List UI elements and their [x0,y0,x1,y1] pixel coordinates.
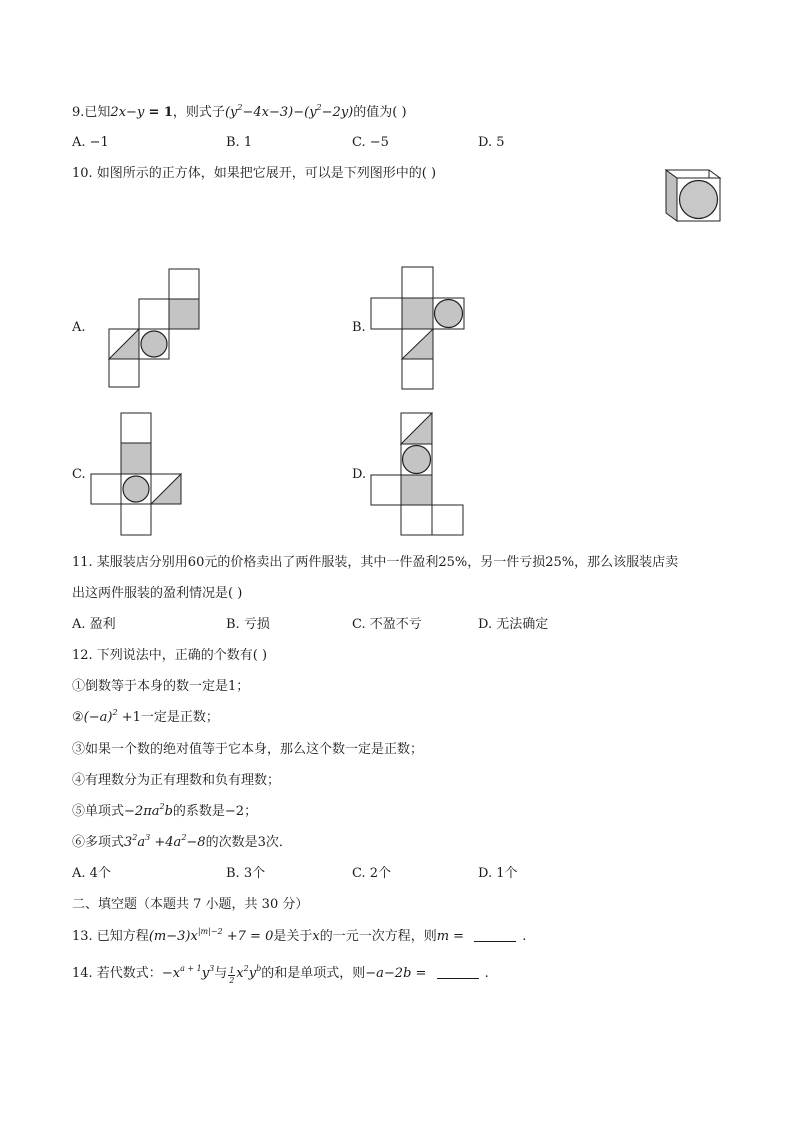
q12-s5-text-b: 的系数是−2； [172,804,258,819]
q9-option-c: C. −5 [352,135,389,150]
q12-statement-6 [72,833,292,853]
q9-option-d: D. 5 [478,135,505,150]
q11-option-b: B. 亏损 [226,617,270,632]
q13-answer-prefix: m = [436,929,469,944]
q13-text-c: 的一元一次方程，则 [319,929,437,944]
net-d-figure [370,412,466,536]
cube-figure [664,168,722,224]
net-c-figure [90,412,182,536]
q12-s2-expression: $(-a)^2$ [83,708,118,725]
q10-stem: 10. 如图所示的正方体，如果把它展开，可以是下列图形中的( ) [72,166,437,181]
q14-answer-prefix: −a−2b = [365,966,431,981]
net-c-label: C. [72,467,86,482]
net-a-label: A. [72,320,86,335]
q12-stem: 12. 下列说法中，正确的个数有( ) [72,648,268,663]
q9-expression: $(y^2-4x-3)-(y^2-2y)$ [224,103,354,120]
net-b-label: B. [352,320,366,335]
net-b-shaded-square [402,298,433,329]
net-b-figure [370,266,466,390]
q12-statement-4: ④有理数分为正有理数和负有理数； [72,773,281,788]
net-b-circle [435,300,463,328]
q13-text-a: 13. 已知方程 [72,929,149,944]
q14-end: . [484,966,489,981]
q13-end: . [522,929,527,944]
q12-s5-expression: $-2\pi a^2b$ [124,802,173,819]
q13-stem [72,927,526,947]
q9-condition: 2x−y = 1 [110,105,173,120]
q14-stem [72,964,489,985]
q9-stem [72,103,407,123]
q9-option-b: B. 1 [226,135,253,150]
q12-s6-text-b: 的次数是3次． [205,835,292,850]
section-2-heading: 二、填空题（本题共 7 小题，共 30 分） [72,897,309,912]
q13-text-b: 是关于 [273,929,313,944]
net-a-circle [141,331,167,357]
q12-option-c: C. 2个 [352,866,392,881]
q12-statement-3: ③如果一个数的绝对值等于它本身，那么这个数一定是正数； [72,742,424,757]
q12-statement-1: ①倒数等于本身的数一定是1； [72,679,250,694]
net-d-shaded-square [401,475,432,505]
q13-answer-blank[interactable] [474,928,516,942]
q11-option-d: D. 无法确定 [478,617,549,632]
cube-circle [680,181,718,219]
q9-text-b: ，则式子 [172,105,225,120]
q12-option-a: A. 4个 [72,866,111,881]
q14-term-2: $\frac{1}{2}$ $x^2y^b$ [229,964,262,985]
q12-s2-marker: ② [72,710,84,725]
q11-stem-line1: 11. 某服装店分别用60元的价格卖出了两件服装，其中一件盈利25%，另一件亏损25%，那么该服装店卖 [72,555,679,570]
net-c-shaded-square [121,443,151,474]
net-c-circle [123,476,149,502]
q14-text-and: 与 [214,966,228,981]
q12-s5-text-a: ⑤单项式 [72,804,125,819]
q13-variable: x [312,929,320,944]
q12-option-b: B. 3个 [226,866,266,881]
cube-shaded-side-face [666,170,677,221]
q12-s2-text: +1一定是正数； [121,710,219,725]
q12-statement-5 [72,802,257,822]
q9-text-a: 已知 [84,105,111,120]
q14-answer-blank[interactable] [437,965,479,979]
q9-text-c: 的值为( ) [353,105,407,120]
q11-option-c: C. 不盈不亏 [352,617,422,632]
q13-equation: $(m-3)x^{|m|-2} +7 = 0$ [148,927,274,944]
q14-text-a: 14. 若代数式： [72,966,162,981]
net-a-figure [108,268,200,388]
q9-number: 9. [72,105,85,120]
q12-s6-expression: $3^2a^3 +4a^2-8$ [124,833,206,850]
q11-option-a: A. 盈利 [72,617,116,632]
q14-term-1: $-x^{a + 1}y^3$ [161,964,215,981]
net-a-shaded-square [169,299,199,329]
q11-stem-line2: 出这两件服装的盈利情况是( ) [72,586,243,601]
q12-option-d: D. 1个 [478,866,518,881]
q12-s6-text-a: ⑥多项式 [72,835,125,850]
net-d-label: D. [352,467,367,482]
q14-text-b: 的和是单项式，则 [261,966,366,981]
q9-option-a: A. −1 [72,135,109,150]
q12-statement-2 [72,708,219,728]
net-d-circle [403,446,431,474]
